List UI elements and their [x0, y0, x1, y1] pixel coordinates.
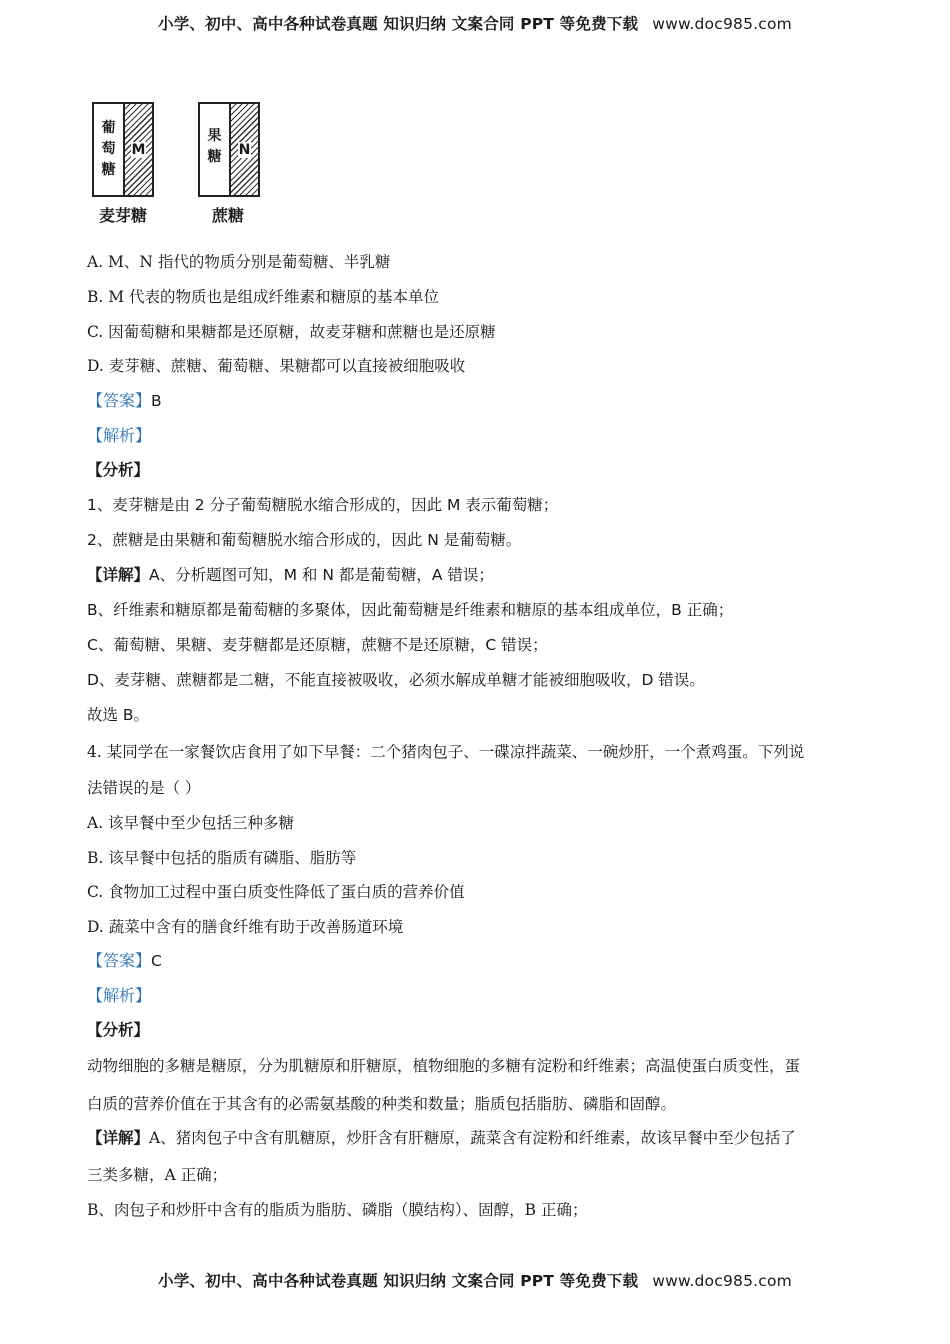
header-text: 小学、初中、高中各种试卷真题 知识归纳 文案合同 PPT 等免费下载	[158, 15, 639, 33]
maltose-box	[92, 102, 154, 197]
sucrose-char: 果	[207, 128, 222, 144]
answer-value: B	[151, 392, 162, 410]
q4-option-a: A. 该早餐中至少包括三种多糖	[87, 814, 295, 832]
q4-fenxi-tag: 【分析】	[87, 1021, 150, 1039]
q3-option-c: C. 因葡萄糖和果糖都是还原糖，故麦芽糖和蔗糖也是还原糖	[87, 323, 496, 341]
detail-text: A、分析题图可知，M 和 N 都是葡萄糖，A 错误；	[149, 566, 494, 584]
maltose-label: 麦芽糖	[99, 206, 148, 225]
maltose-hatched-part	[125, 104, 152, 195]
q3-detail-line-1	[87, 563, 494, 585]
q3-analysis-tag: 【解析】	[87, 426, 152, 445]
maltose-glucose-part	[94, 104, 125, 195]
page-header	[0, 12, 950, 34]
q3-detail-line-4: D、麦芽糖、蔗糖都是二糖，不能直接被吸收，必须水解成单糖才能被细胞吸收，D 错误。	[87, 671, 705, 689]
maltose-char: 葡	[101, 120, 116, 136]
q3-answer	[87, 388, 162, 411]
detail-tag: 【详解】	[87, 566, 150, 584]
q4-detail-line-3: B、肉包子和炒肝中含有的脂质为脂肪、磷脂（膜结构）、固醇，B 正确；	[87, 1201, 588, 1219]
q4-detail-line-2: 三类多糖，A 正确；	[87, 1166, 228, 1184]
q3-fenxi-tag: 【分析】	[87, 461, 150, 479]
q3-conclusion: 故选 B。	[87, 706, 150, 724]
sucrose-box	[198, 102, 260, 197]
answer-tag: 【答案】	[87, 391, 152, 410]
detail-text: A、猪肉包子中含有肌糖原，炒肝含有肝糖原，蔬菜含有淀粉和纤维素，故该早餐中至少包括了	[149, 1129, 796, 1147]
q3-fenxi-line-2: 2、蔗糖是由果糖和葡萄糖脱水缩合形成的，因此 N 是葡萄糖。	[87, 531, 522, 549]
sucrose-hatched-part	[231, 104, 258, 195]
q4-answer	[87, 948, 162, 971]
q3-detail-line-2: B、纤维素和糖原都是葡萄糖的多聚体，因此葡萄糖是纤维素和糖原的基本组成单位，B 正确；	[87, 601, 734, 619]
detail-tag: 【详解】	[87, 1129, 150, 1147]
answer-tag: 【答案】	[87, 951, 152, 970]
q4-option-d: D. 蔬菜中含有的膳食纤维有助于改善肠道环境	[87, 918, 404, 936]
q4-option-b: B. 该早餐中包括的脂质有磷脂、脂肪等	[87, 849, 357, 867]
maltose-char: 萄	[101, 141, 116, 157]
maltose-char: 糖	[101, 162, 116, 178]
sucrose-fructose-part	[200, 104, 231, 195]
answer-value: C	[151, 952, 162, 970]
sucrose-label: 蔗糖	[212, 206, 245, 225]
q4-detail-line-1	[87, 1126, 796, 1148]
sucrose-char: 糖	[207, 149, 222, 165]
q4-analysis-tag: 【解析】	[87, 986, 152, 1005]
footer-site: www.doc985.com	[652, 1272, 792, 1290]
mark-m: M	[131, 141, 146, 158]
footer-text: 小学、初中、高中各种试卷真题 知识归纳 文案合同 PPT 等免费下载	[158, 1272, 639, 1290]
q3-option-b: B. M 代表的物质也是组成纤维素和糖原的基本单位	[87, 288, 440, 306]
header-site: www.doc985.com	[652, 15, 792, 33]
mark-n: N	[238, 141, 251, 158]
q4-stem-line-1: 4. 某同学在一家餐饮店食用了如下早餐：二个猪肉包子、一碟凉拌蔬菜、一碗炒肝，一个煮鸡蛋。下列说	[87, 743, 805, 761]
q4-option-c: C. 食物加工过程中蛋白质变性降低了蛋白质的营养价值	[87, 883, 465, 901]
disaccharide-diagram	[90, 102, 290, 232]
q4-fenxi-line-1: 动物细胞的多糖是糖原，分为肌糖原和肝糖原，植物细胞的多糖有淀粉和纤维素；高温使蛋白质变性，蛋	[87, 1057, 801, 1075]
q3-detail-line-3: C、葡萄糖、果糖、麦芽糖都是还原糖，蔗糖不是还原糖，C 错误；	[87, 636, 548, 654]
page-footer	[0, 1269, 950, 1291]
q3-option-a: A. M、N 指代的物质分别是葡萄糖、半乳糖	[87, 253, 391, 271]
q3-option-d: D. 麦芽糖、蔗糖、葡萄糖、果糖都可以直接被细胞吸收	[87, 357, 466, 375]
q3-fenxi-line-1: 1、麦芽糖是由 2 分子葡萄糖脱水缩合形成的，因此 M 表示葡萄糖；	[87, 496, 559, 514]
q4-stem-line-2: 法错误的是（ ）	[87, 779, 201, 797]
q4-fenxi-line-2: 白质的营养价值在于其含有的必需氨基酸的种类和数量；脂质包括脂肪、磷脂和固醇。	[87, 1095, 677, 1113]
